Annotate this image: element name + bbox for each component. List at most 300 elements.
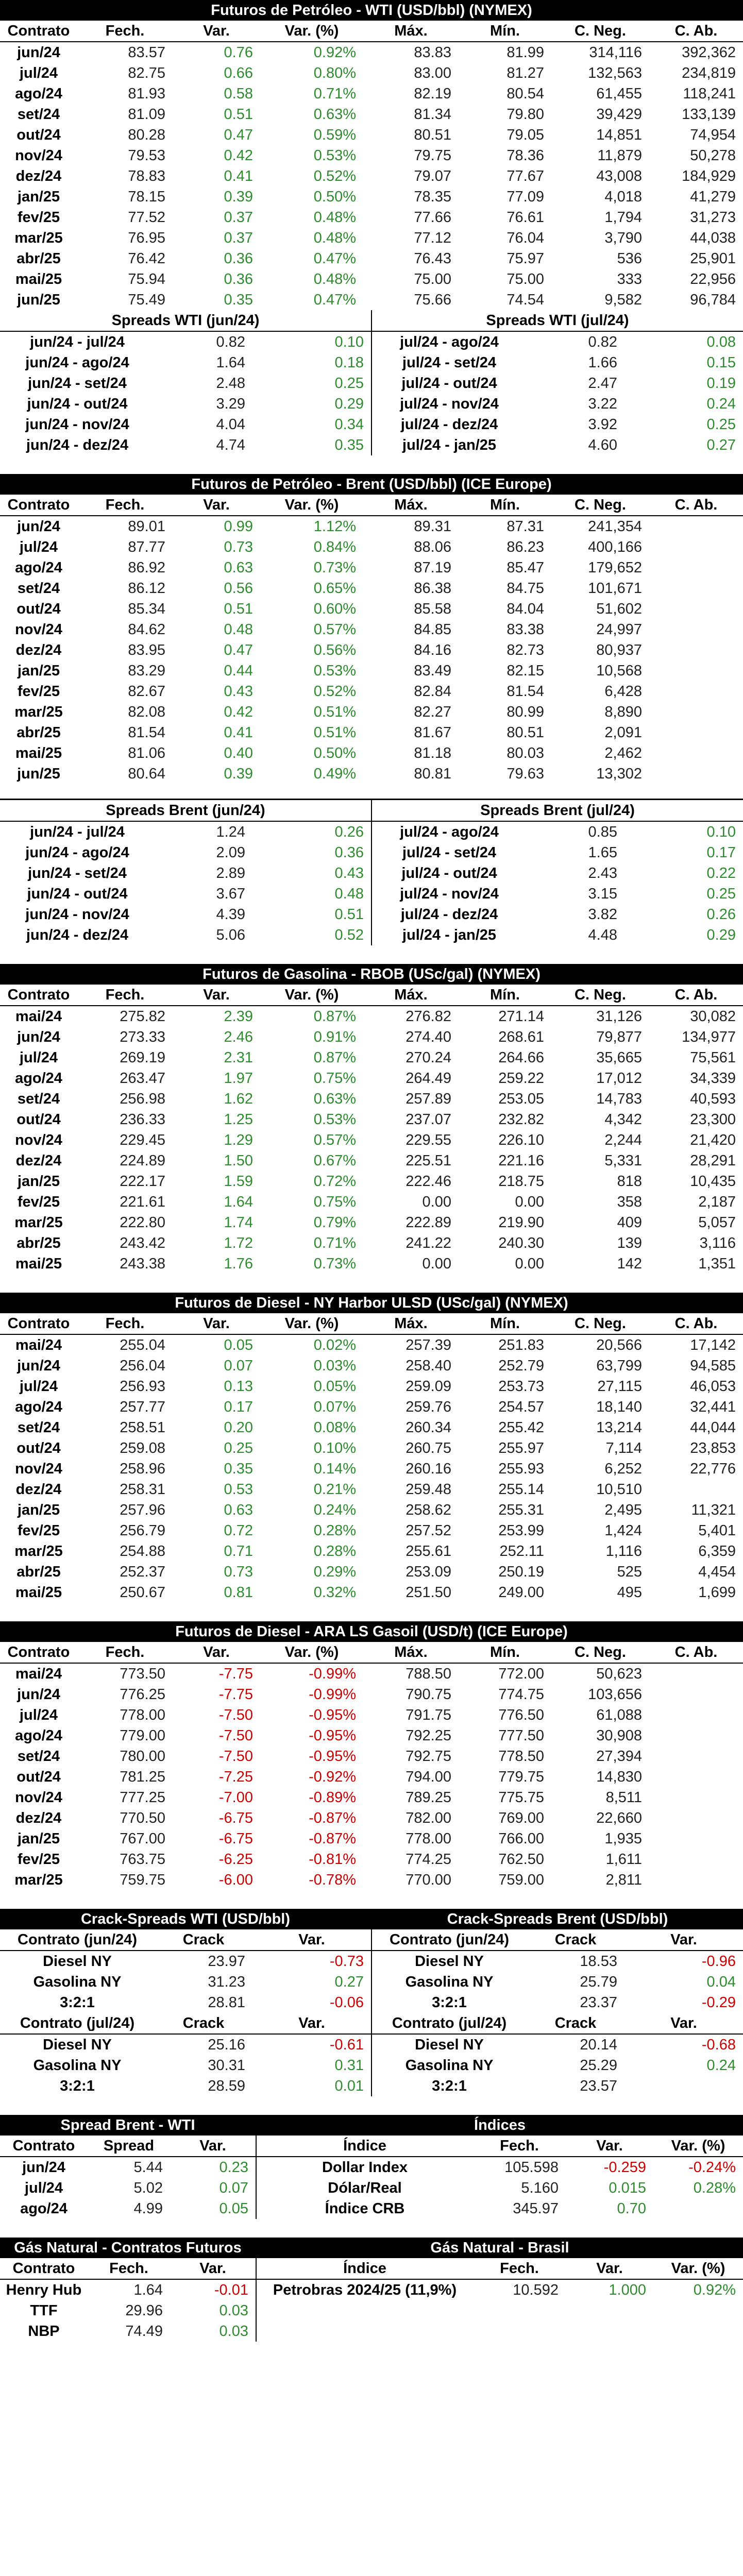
brent-spreads-right-table [372, 822, 743, 945]
value-cell [649, 1746, 743, 1767]
table-row [0, 125, 743, 145]
product-cell: Diesel NY [43, 2036, 112, 2053]
value-cell: 0.92% [313, 44, 356, 61]
table-row [0, 1562, 743, 1582]
value-cell [649, 1808, 743, 1828]
value-cell: 82.75 [128, 64, 165, 81]
label-cell: ago/24 [20, 2200, 67, 2217]
value-cell: -0.87% [309, 1809, 356, 1826]
value-cell: 0.17 [224, 1398, 253, 1415]
value-cell: 259.09 [406, 1378, 451, 1395]
table-row [0, 1663, 743, 1684]
spread-row [0, 373, 371, 394]
column-header: Mín. [459, 985, 551, 1006]
value-cell: 0.47 [224, 641, 253, 658]
value-cell: 10,568 [596, 662, 642, 679]
value-cell: 23.97 [208, 1953, 245, 1970]
contract-cell: jun/24 [17, 1028, 60, 1045]
table-row [0, 2198, 256, 2219]
label-cell: jul/24 [24, 2179, 63, 2196]
value-cell: 94,585 [690, 1357, 736, 1374]
column-header: Crack [527, 1929, 624, 1951]
value-cell: 18.53 [580, 1953, 617, 1970]
value-cell: 27,115 [597, 1378, 642, 1395]
column-header: Var. [173, 495, 260, 516]
column-header: Fech. [77, 21, 173, 42]
column-header: C. Ab. [649, 495, 743, 516]
contract-cell: fev/25 [17, 1851, 60, 1868]
contract-cell: mai/24 [15, 1336, 62, 1353]
contract-cell: ago/24 [15, 1070, 62, 1087]
gasoil-title: Futuros de Diesel - ARA LS Gasoil (USD/t) (ICE Europe) [0, 1621, 743, 1642]
value-cell: 74.54 [506, 291, 544, 308]
value-cell [649, 660, 743, 681]
value-cell: 226.10 [498, 1131, 544, 1148]
value-cell: 80.99 [506, 703, 544, 720]
label-cell: Dólar/Real [328, 2179, 402, 2196]
table-row [0, 290, 743, 310]
table-row [0, 1767, 743, 1787]
value-cell: 792.25 [406, 1727, 451, 1744]
value-cell: 3.67 [216, 885, 245, 902]
spread-pair-cell: jun/24 - set/24 [28, 865, 127, 882]
value-cell: 255.31 [498, 1501, 544, 1518]
value-cell: 400,166 [588, 538, 642, 555]
table-row [0, 1870, 743, 1890]
value-cell: 0.25 [334, 375, 364, 392]
column-header: Máx. [363, 495, 459, 516]
column-header: Contrato [0, 2258, 88, 2279]
contract-cell: jan/25 [17, 1830, 60, 1847]
brent-section [0, 474, 743, 945]
value-cell: 83.00 [414, 64, 451, 81]
contract-cell: jan/25 [17, 1173, 60, 1190]
value-cell: 179,652 [588, 559, 642, 576]
value-cell: 221.61 [120, 1193, 165, 1210]
value-cell: 1.24 [216, 823, 245, 840]
value-cell: 82.67 [128, 683, 165, 700]
value-cell: 75.49 [128, 291, 165, 308]
table-row [0, 1006, 743, 1027]
column-header: C. Neg. [551, 985, 649, 1006]
column-header: Contrato [0, 21, 77, 42]
value-cell: 792.75 [406, 1748, 451, 1765]
table-row [0, 1684, 743, 1705]
value-cell: 236.33 [120, 1111, 165, 1128]
value-cell: 5.44 [133, 2159, 163, 2176]
value-cell: 0.51% [313, 703, 356, 720]
value-cell: 0.57% [313, 621, 356, 638]
value-cell: 276.82 [406, 1008, 451, 1025]
value-cell: 25.16 [208, 2036, 245, 2053]
crack-row [0, 1992, 371, 2013]
value-cell: 139 [617, 1234, 642, 1251]
value-cell: 5.06 [216, 926, 245, 943]
column-header: Var. (%) [260, 985, 363, 1006]
value-cell: 0.36 [334, 844, 364, 861]
table-row [0, 1397, 743, 1417]
value-cell: 2,811 [605, 1871, 642, 1888]
value-cell: 79.63 [506, 765, 544, 782]
value-cell: 1,935 [604, 1830, 642, 1847]
value-cell: 260.75 [406, 1439, 451, 1456]
value-cell: 39,429 [596, 106, 642, 123]
value-cell: 75.97 [506, 250, 544, 267]
table-row [0, 1150, 743, 1171]
value-cell: 32,441 [690, 1398, 736, 1415]
spread-bw-table [0, 2136, 256, 2219]
value-cell: -0.99% [309, 1686, 356, 1703]
value-cell: 82.73 [506, 641, 544, 658]
value-cell: 251.50 [406, 1584, 451, 1601]
value-cell: 0.59% [313, 126, 356, 143]
product-cell: 3:2:1 [60, 2077, 95, 2094]
value-cell: 11,321 [691, 1501, 736, 1518]
value-cell: 0.07% [313, 1398, 356, 1415]
value-cell: 1.66 [588, 354, 617, 371]
brent-spreads-right [372, 800, 743, 945]
value-cell: 75.00 [414, 270, 451, 287]
value-cell: 0.73% [313, 1255, 356, 1272]
value-cell: 0.51 [334, 906, 364, 923]
spread-row [0, 842, 371, 863]
column-header: Máx. [363, 1313, 459, 1334]
table-row [0, 2300, 256, 2321]
value-cell: 0.75% [313, 1193, 356, 1210]
column-header: Var. [173, 21, 260, 42]
value-cell: 10,435 [690, 1173, 736, 1190]
value-cell: 0.26 [706, 906, 736, 923]
value-cell: 8,511 [605, 1789, 642, 1806]
value-cell: 10.592 [513, 2281, 559, 2298]
value-cell: 86.38 [414, 580, 451, 597]
value-cell: 61,455 [596, 85, 642, 102]
value-cell: 1,424 [604, 1522, 642, 1539]
rbob-title: Futuros de Gasolina - RBOB (USc/gal) (NYMEX) [0, 964, 743, 985]
value-cell: 80,937 [596, 641, 642, 658]
value-cell: 75.66 [414, 291, 451, 308]
value-cell: 0.47 [224, 126, 253, 143]
table-header-row [0, 985, 743, 1006]
table-row [0, 1212, 743, 1233]
value-cell: 23,300 [690, 1111, 736, 1128]
crack-header-row [372, 1929, 743, 1951]
spread-row [0, 414, 371, 435]
value-cell: 34,339 [690, 1070, 736, 1087]
value-cell: 84.16 [414, 641, 451, 658]
value-cell: 14,830 [596, 1768, 642, 1785]
value-cell: 0.29 [706, 926, 736, 943]
spread-pair-cell: jul/24 - jan/25 [402, 436, 497, 453]
contract-cell: mar/25 [14, 1214, 63, 1231]
gas-futures [0, 2238, 257, 2342]
value-cell: 0.44 [224, 662, 253, 679]
gas-brasil-title: Gás Natural - Brasil [257, 2238, 743, 2258]
value-cell: 4.60 [588, 436, 617, 453]
table-header-row [0, 495, 743, 516]
value-cell: 85.58 [414, 600, 451, 617]
value-cell: 0.05 [224, 1336, 253, 1353]
value-cell: 0.00 [422, 1193, 451, 1210]
column-header: Fech. [77, 985, 173, 1006]
value-cell: 79,877 [596, 1028, 642, 1045]
value-cell: 81.54 [128, 724, 165, 741]
table-row [0, 2321, 256, 2342]
value-cell: 409 [617, 1214, 642, 1231]
spread-pair-cell: jun/24 - out/24 [27, 885, 128, 902]
value-cell: 789.25 [406, 1789, 451, 1806]
value-cell: 0.17 [706, 844, 736, 861]
value-cell: 4,454 [698, 1563, 736, 1580]
table-row [0, 1500, 743, 1520]
column-header: Mín. [459, 495, 551, 516]
value-cell: 0.36 [224, 250, 253, 267]
table-row [0, 2279, 256, 2300]
wti-spreads-left-title: Spreads WTI (jun/24) [0, 310, 371, 332]
value-cell: -0.73 [329, 1953, 364, 1970]
value-cell: 256.98 [120, 1090, 165, 1107]
value-cell: 5.160 [521, 2179, 559, 2196]
ulsd-table [0, 1313, 743, 1603]
value-cell: 85.34 [128, 600, 165, 617]
crack-row [0, 1951, 371, 1972]
value-cell: 0.50% [313, 744, 356, 761]
value-cell: 0.48% [313, 270, 356, 287]
value-cell: 89.31 [414, 518, 451, 535]
value-cell: 0.85 [588, 823, 617, 840]
crack-row [372, 2055, 743, 2076]
table-header-row [0, 2136, 256, 2157]
value-cell: 770.00 [406, 1871, 451, 1888]
column-header: Var. [624, 1929, 743, 1951]
value-cell: 0.63 [224, 559, 253, 576]
spacer [0, 2219, 743, 2238]
spread-row [0, 332, 371, 352]
contract-cell: nov/24 [15, 1460, 62, 1477]
value-cell: 1.62 [224, 1090, 253, 1107]
value-cell: 253.73 [498, 1378, 544, 1395]
value-cell: 229.55 [406, 1131, 451, 1148]
value-cell: 224.89 [120, 1152, 165, 1169]
value-cell: -0.01 [214, 2281, 248, 2298]
value-cell: 0.71% [313, 85, 356, 102]
value-cell [649, 578, 743, 599]
value-cell: -0.78% [309, 1871, 356, 1888]
value-cell: 779.00 [120, 1727, 165, 1744]
value-cell: 4.04 [216, 416, 245, 433]
table-row [0, 1705, 743, 1725]
value-cell: 218.75 [498, 1173, 544, 1190]
value-cell: 778.00 [406, 1830, 451, 1847]
value-cell: -0.29 [701, 1994, 736, 2011]
label-cell: Henry Hub [6, 2281, 82, 2298]
table-row [0, 1171, 743, 1192]
value-cell: 30,082 [690, 1008, 736, 1025]
value-cell: 18,140 [596, 1398, 642, 1415]
value-cell: 0.15 [706, 354, 736, 371]
contract-cell: mar/25 [14, 229, 63, 246]
spread-row [0, 435, 371, 455]
table-row [0, 1808, 743, 1828]
value-cell: 1.97 [224, 1070, 253, 1087]
value-cell: 249.00 [498, 1584, 544, 1601]
value-cell [649, 1663, 743, 1684]
value-cell: -6.75 [218, 1830, 253, 1847]
value-cell: 75.94 [128, 270, 165, 287]
spread-pair-cell: jul/24 - nov/24 [400, 885, 499, 902]
value-cell: 9,582 [604, 291, 642, 308]
value-cell: 0.42 [224, 147, 253, 164]
value-cell: 84.75 [506, 580, 544, 597]
value-cell: 24,997 [596, 621, 642, 638]
value-cell: 105.598 [504, 2159, 559, 2176]
table-header-row [0, 1313, 743, 1334]
value-cell: 271.14 [498, 1008, 544, 1025]
spread-pair-cell: jun/24 - dez/24 [26, 926, 129, 943]
value-cell: 20,566 [596, 1336, 642, 1353]
value-cell: 2.48 [216, 375, 245, 392]
spread-pair-cell: jul/24 - dez/24 [400, 416, 498, 433]
column-header: Spread [88, 2136, 170, 2157]
value-cell: 0.27 [334, 1973, 364, 1990]
value-cell: 21,420 [690, 1131, 736, 1148]
value-cell: 31.23 [208, 1973, 245, 1990]
product-cell: Gasolina NY [405, 1973, 494, 1990]
column-header: Var. (%) [260, 1313, 363, 1334]
value-cell: 777.25 [120, 1789, 165, 1806]
table-row [0, 248, 743, 269]
crack-header-row [0, 2013, 371, 2034]
value-cell: 30,908 [596, 1727, 642, 1744]
value-cell: 0.28% [313, 1522, 356, 1539]
contract-cell: abr/25 [16, 724, 61, 741]
spacer [0, 1603, 743, 1621]
value-cell: 0.05% [313, 1378, 356, 1395]
wti-section [0, 0, 743, 455]
value-cell: 87.19 [414, 559, 451, 576]
value-cell: 250.19 [498, 1563, 544, 1580]
value-cell: 27,394 [596, 1748, 642, 1765]
table-row [0, 1582, 743, 1603]
value-cell: 3.82 [588, 906, 617, 923]
value-cell: 0.72% [313, 1173, 356, 1190]
contract-cell: out/24 [16, 1439, 61, 1456]
table-row [0, 1459, 743, 1479]
brent-table [0, 495, 743, 784]
value-cell: 1.72 [224, 1234, 253, 1251]
value-cell: 250.67 [120, 1584, 165, 1601]
value-cell: 0.63% [313, 106, 356, 123]
value-cell: 2.31 [224, 1049, 253, 1066]
value-cell: 1.25 [224, 1111, 253, 1128]
value-cell: 775.75 [498, 1789, 544, 1806]
column-header: Contrato (jul/24) [372, 2013, 527, 2034]
value-cell: 0.87% [313, 1049, 356, 1066]
wti-spreads-right [372, 310, 743, 455]
brent-spreads-left-title: Spreads Brent (jun/24) [0, 800, 371, 822]
contract-cell: abr/25 [16, 1234, 61, 1251]
value-cell: 78.83 [128, 167, 165, 184]
indices [257, 2115, 743, 2219]
value-cell: 258.62 [406, 1501, 451, 1518]
spread-row [0, 863, 371, 884]
spread-pair-cell: jun/24 - out/24 [27, 395, 128, 412]
value-cell: 275.82 [120, 1008, 165, 1025]
value-cell: 0.25 [224, 1439, 253, 1456]
value-cell: 6,359 [698, 1543, 736, 1560]
value-cell: 3.92 [588, 416, 617, 433]
value-cell: 77.09 [506, 188, 544, 205]
value-cell: 4.48 [588, 926, 617, 943]
value-cell: 0.71 [224, 1543, 253, 1560]
value-cell: 0.53% [313, 662, 356, 679]
value-cell: 85.47 [506, 559, 544, 576]
value-cell: 1.76 [224, 1255, 253, 1272]
spread-bw [0, 2115, 257, 2219]
value-cell: 0.51% [313, 724, 356, 741]
value-cell: 81.27 [506, 64, 544, 81]
column-header: Mín. [459, 21, 551, 42]
value-cell: 0.63 [224, 1501, 253, 1518]
value-cell: 0.35 [224, 291, 253, 308]
value-cell: 81.93 [128, 85, 165, 102]
value-cell: 0.72 [224, 1522, 253, 1539]
value-cell: 0.92% [693, 2281, 736, 2298]
table-row [0, 207, 743, 228]
value-cell: 392,362 [682, 44, 736, 61]
wti-spreads [0, 310, 743, 455]
value-cell: 495 [617, 1584, 642, 1601]
contract-cell: set/24 [17, 1748, 60, 1765]
label-cell: Dollar Index [322, 2159, 408, 2176]
value-cell: 0.14% [313, 1460, 356, 1477]
table-row [0, 619, 743, 640]
value-cell: 774.25 [406, 1851, 451, 1868]
column-header: Var. (%) [653, 2136, 743, 2157]
table-row [0, 1355, 743, 1376]
value-cell: 263.47 [120, 1070, 165, 1087]
value-cell: 0.43 [224, 683, 253, 700]
table-row [0, 681, 743, 702]
value-cell: 63,799 [596, 1357, 642, 1374]
contract-cell: jan/25 [17, 188, 60, 205]
value-cell: 0.75% [313, 1070, 356, 1087]
value-cell: 0.015 [609, 2179, 646, 2196]
value-cell: 0.73 [224, 1563, 253, 1580]
contract-cell: mar/25 [14, 1543, 63, 1560]
value-cell: 103,656 [588, 1686, 642, 1703]
value-cell: 78.36 [506, 147, 544, 164]
value-cell: 31,273 [690, 209, 736, 226]
gasoil-section [0, 1621, 743, 1890]
column-header: Contrato [0, 2136, 88, 2157]
value-cell: 25,901 [690, 250, 736, 267]
value-cell: 0.76 [224, 44, 253, 61]
value-cell: 766.00 [498, 1830, 544, 1847]
value-cell: 0.01 [334, 2077, 364, 2094]
value-cell: 51,602 [596, 600, 642, 617]
value-cell: 274.40 [406, 1028, 451, 1045]
value-cell: 0.42 [224, 703, 253, 720]
value-cell: 89.01 [128, 518, 165, 535]
value-cell: 0.03 [219, 2323, 248, 2340]
contract-cell: set/24 [17, 106, 60, 123]
value-cell: 78.15 [128, 188, 165, 205]
value-cell: 5,331 [604, 1152, 642, 1169]
brent-title: Futuros de Petróleo - Brent (USD/bbl) (ICE Europe) [0, 474, 743, 495]
value-cell: 86.23 [506, 538, 544, 555]
value-cell: 1,611 [605, 1851, 642, 1868]
